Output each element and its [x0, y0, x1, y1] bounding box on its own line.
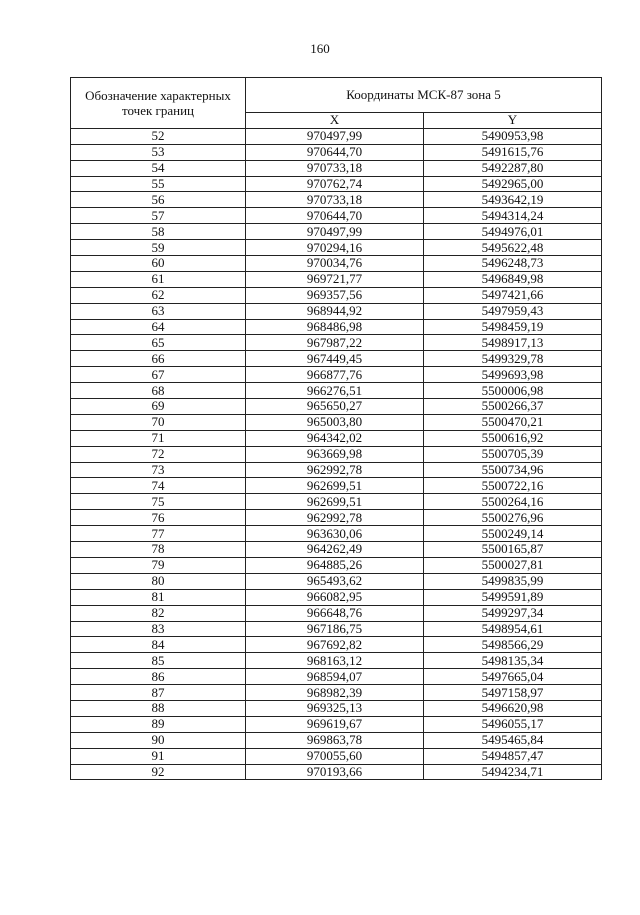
y-cell: 5498917,13 [424, 335, 602, 351]
y-cell: 5496620,98 [424, 700, 602, 716]
table-row [71, 128, 602, 144]
table-row [71, 208, 602, 224]
table-row [71, 176, 602, 192]
point-cell: 65 [71, 335, 246, 351]
table-row [71, 271, 602, 287]
y-cell: 5497959,43 [424, 303, 602, 319]
y-cell: 5498459,19 [424, 319, 602, 335]
y-cell: 5498566,29 [424, 637, 602, 653]
x-cell: 963669,98 [246, 446, 424, 462]
table-row [71, 351, 602, 367]
x-cell: 964262,49 [246, 542, 424, 558]
table-row [71, 685, 602, 701]
point-column-header: Обозначение характерных точек границ [71, 78, 246, 129]
y-cell: 5499297,34 [424, 605, 602, 621]
x-cell: 967987,22 [246, 335, 424, 351]
table-row [71, 144, 602, 160]
y-cell: 5497421,66 [424, 287, 602, 303]
x-cell: 967449,45 [246, 351, 424, 367]
x-cell: 970497,99 [246, 128, 424, 144]
y-cell: 5499693,98 [424, 367, 602, 383]
y-cell: 5500276,96 [424, 510, 602, 526]
x-cell: 968982,39 [246, 685, 424, 701]
table-row [71, 589, 602, 605]
table-row [71, 653, 602, 669]
table-row [71, 256, 602, 272]
table-row [71, 732, 602, 748]
x-cell: 969619,67 [246, 716, 424, 732]
point-cell: 56 [71, 192, 246, 208]
point-cell: 88 [71, 700, 246, 716]
x-cell: 966877,76 [246, 367, 424, 383]
x-cell: 970497,99 [246, 224, 424, 240]
y-cell: 5492287,80 [424, 160, 602, 176]
table-body [71, 128, 602, 780]
point-cell: 84 [71, 637, 246, 653]
point-cell: 82 [71, 605, 246, 621]
point-cell: 87 [71, 685, 246, 701]
point-cell: 69 [71, 399, 246, 415]
x-cell: 966082,95 [246, 589, 424, 605]
point-cell: 83 [71, 621, 246, 637]
table-row [71, 192, 602, 208]
coordinates-table [70, 77, 602, 780]
point-cell: 53 [71, 144, 246, 160]
y-cell: 5500165,87 [424, 542, 602, 558]
point-cell: 66 [71, 351, 246, 367]
y-cell: 5500722,16 [424, 478, 602, 494]
y-cell: 5494314,24 [424, 208, 602, 224]
x-cell: 969863,78 [246, 732, 424, 748]
point-cell: 61 [71, 271, 246, 287]
point-cell: 80 [71, 573, 246, 589]
y-cell: 5494234,71 [424, 764, 602, 780]
x-cell: 968163,12 [246, 653, 424, 669]
table-row [71, 303, 602, 319]
point-cell: 62 [71, 287, 246, 303]
point-cell: 73 [71, 462, 246, 478]
y-cell: 5494857,47 [424, 748, 602, 764]
y-cell: 5493642,19 [424, 192, 602, 208]
point-cell: 86 [71, 669, 246, 685]
point-cell: 71 [71, 430, 246, 446]
point-cell: 67 [71, 367, 246, 383]
y-cell: 5498954,61 [424, 621, 602, 637]
x-cell: 970733,18 [246, 192, 424, 208]
table-row [71, 414, 602, 430]
point-cell: 91 [71, 748, 246, 764]
table-row [71, 240, 602, 256]
y-cell: 5492965,00 [424, 176, 602, 192]
y-cell: 5500249,14 [424, 526, 602, 542]
point-cell: 89 [71, 716, 246, 732]
table-row [71, 430, 602, 446]
table-row [71, 494, 602, 510]
table-row [71, 557, 602, 573]
table-row [71, 510, 602, 526]
point-cell: 92 [71, 764, 246, 780]
y-cell: 5500006,98 [424, 383, 602, 399]
table-row [71, 716, 602, 732]
y-cell: 5498135,34 [424, 653, 602, 669]
table-row [71, 160, 602, 176]
y-cell: 5495622,48 [424, 240, 602, 256]
x-cell: 968594,07 [246, 669, 424, 685]
point-cell: 68 [71, 383, 246, 399]
table-row [71, 287, 602, 303]
point-cell: 72 [71, 446, 246, 462]
x-cell: 970055,60 [246, 748, 424, 764]
point-cell: 52 [71, 128, 246, 144]
x-cell: 962699,51 [246, 494, 424, 510]
y-cell: 5499329,78 [424, 351, 602, 367]
y-cell: 5500264,16 [424, 494, 602, 510]
x-cell: 965003,80 [246, 414, 424, 430]
x-cell: 969357,56 [246, 287, 424, 303]
point-cell: 77 [71, 526, 246, 542]
table-row [71, 573, 602, 589]
table-row [71, 637, 602, 653]
table-row [71, 224, 602, 240]
point-cell: 54 [71, 160, 246, 176]
y-cell: 5499835,99 [424, 573, 602, 589]
y-cell: 5490953,98 [424, 128, 602, 144]
table-row [71, 335, 602, 351]
table-row [71, 621, 602, 637]
table-row [71, 542, 602, 558]
point-cell: 79 [71, 557, 246, 573]
y-cell: 5496248,73 [424, 256, 602, 272]
point-cell: 85 [71, 653, 246, 669]
page-number: 160 [310, 41, 330, 56]
x-cell: 970294,16 [246, 240, 424, 256]
point-cell: 57 [71, 208, 246, 224]
y-cell: 5491615,76 [424, 144, 602, 160]
x-cell: 962992,78 [246, 462, 424, 478]
y-cell: 5494976,01 [424, 224, 602, 240]
x-cell: 963630,06 [246, 526, 424, 542]
x-cell: 970733,18 [246, 160, 424, 176]
x-cell: 966276,51 [246, 383, 424, 399]
point-cell: 74 [71, 478, 246, 494]
x-cell: 968944,92 [246, 303, 424, 319]
x-column-header: X [246, 113, 424, 129]
table-row [71, 319, 602, 335]
y-cell: 5500266,37 [424, 399, 602, 415]
y-cell: 5499591,89 [424, 589, 602, 605]
table-row [71, 367, 602, 383]
point-cell: 70 [71, 414, 246, 430]
table-row [71, 399, 602, 415]
y-cell: 5500470,21 [424, 414, 602, 430]
y-cell: 5496849,98 [424, 271, 602, 287]
x-cell: 967186,75 [246, 621, 424, 637]
table-row [71, 700, 602, 716]
point-cell: 58 [71, 224, 246, 240]
table-row [71, 383, 602, 399]
x-cell: 968486,98 [246, 319, 424, 335]
table-row [71, 748, 602, 764]
x-cell: 965493,62 [246, 573, 424, 589]
point-cell: 55 [71, 176, 246, 192]
x-cell: 969325,13 [246, 700, 424, 716]
table-row [71, 669, 602, 685]
y-column-header: Y [424, 113, 602, 129]
point-cell: 60 [71, 256, 246, 272]
table-row [71, 478, 602, 494]
table-row [71, 764, 602, 780]
y-cell: 5496055,17 [424, 716, 602, 732]
x-cell: 967692,82 [246, 637, 424, 653]
point-cell: 59 [71, 240, 246, 256]
x-cell: 970644,70 [246, 208, 424, 224]
x-cell: 970644,70 [246, 144, 424, 160]
y-cell: 5500616,92 [424, 430, 602, 446]
y-cell: 5497158,97 [424, 685, 602, 701]
x-cell: 962699,51 [246, 478, 424, 494]
table-header-row [71, 78, 602, 113]
x-cell: 962992,78 [246, 510, 424, 526]
point-cell: 76 [71, 510, 246, 526]
x-cell: 969721,77 [246, 271, 424, 287]
y-cell: 5500027,81 [424, 557, 602, 573]
x-cell: 970762,74 [246, 176, 424, 192]
point-cell: 81 [71, 589, 246, 605]
x-cell: 964342,02 [246, 430, 424, 446]
x-cell: 970034,76 [246, 256, 424, 272]
y-cell: 5500734,96 [424, 462, 602, 478]
point-cell: 75 [71, 494, 246, 510]
y-cell: 5495465,84 [424, 732, 602, 748]
point-cell: 78 [71, 542, 246, 558]
point-cell: 90 [71, 732, 246, 748]
coordinates-header: Координаты МСК-87 зона 5 [246, 78, 602, 113]
x-cell: 966648,76 [246, 605, 424, 621]
y-cell: 5497665,04 [424, 669, 602, 685]
x-cell: 964885,26 [246, 557, 424, 573]
table-row [71, 462, 602, 478]
table-row [71, 605, 602, 621]
point-cell: 63 [71, 303, 246, 319]
point-cell: 64 [71, 319, 246, 335]
x-cell: 965650,27 [246, 399, 424, 415]
table-row [71, 446, 602, 462]
x-cell: 970193,66 [246, 764, 424, 780]
y-cell: 5500705,39 [424, 446, 602, 462]
table-row [71, 526, 602, 542]
